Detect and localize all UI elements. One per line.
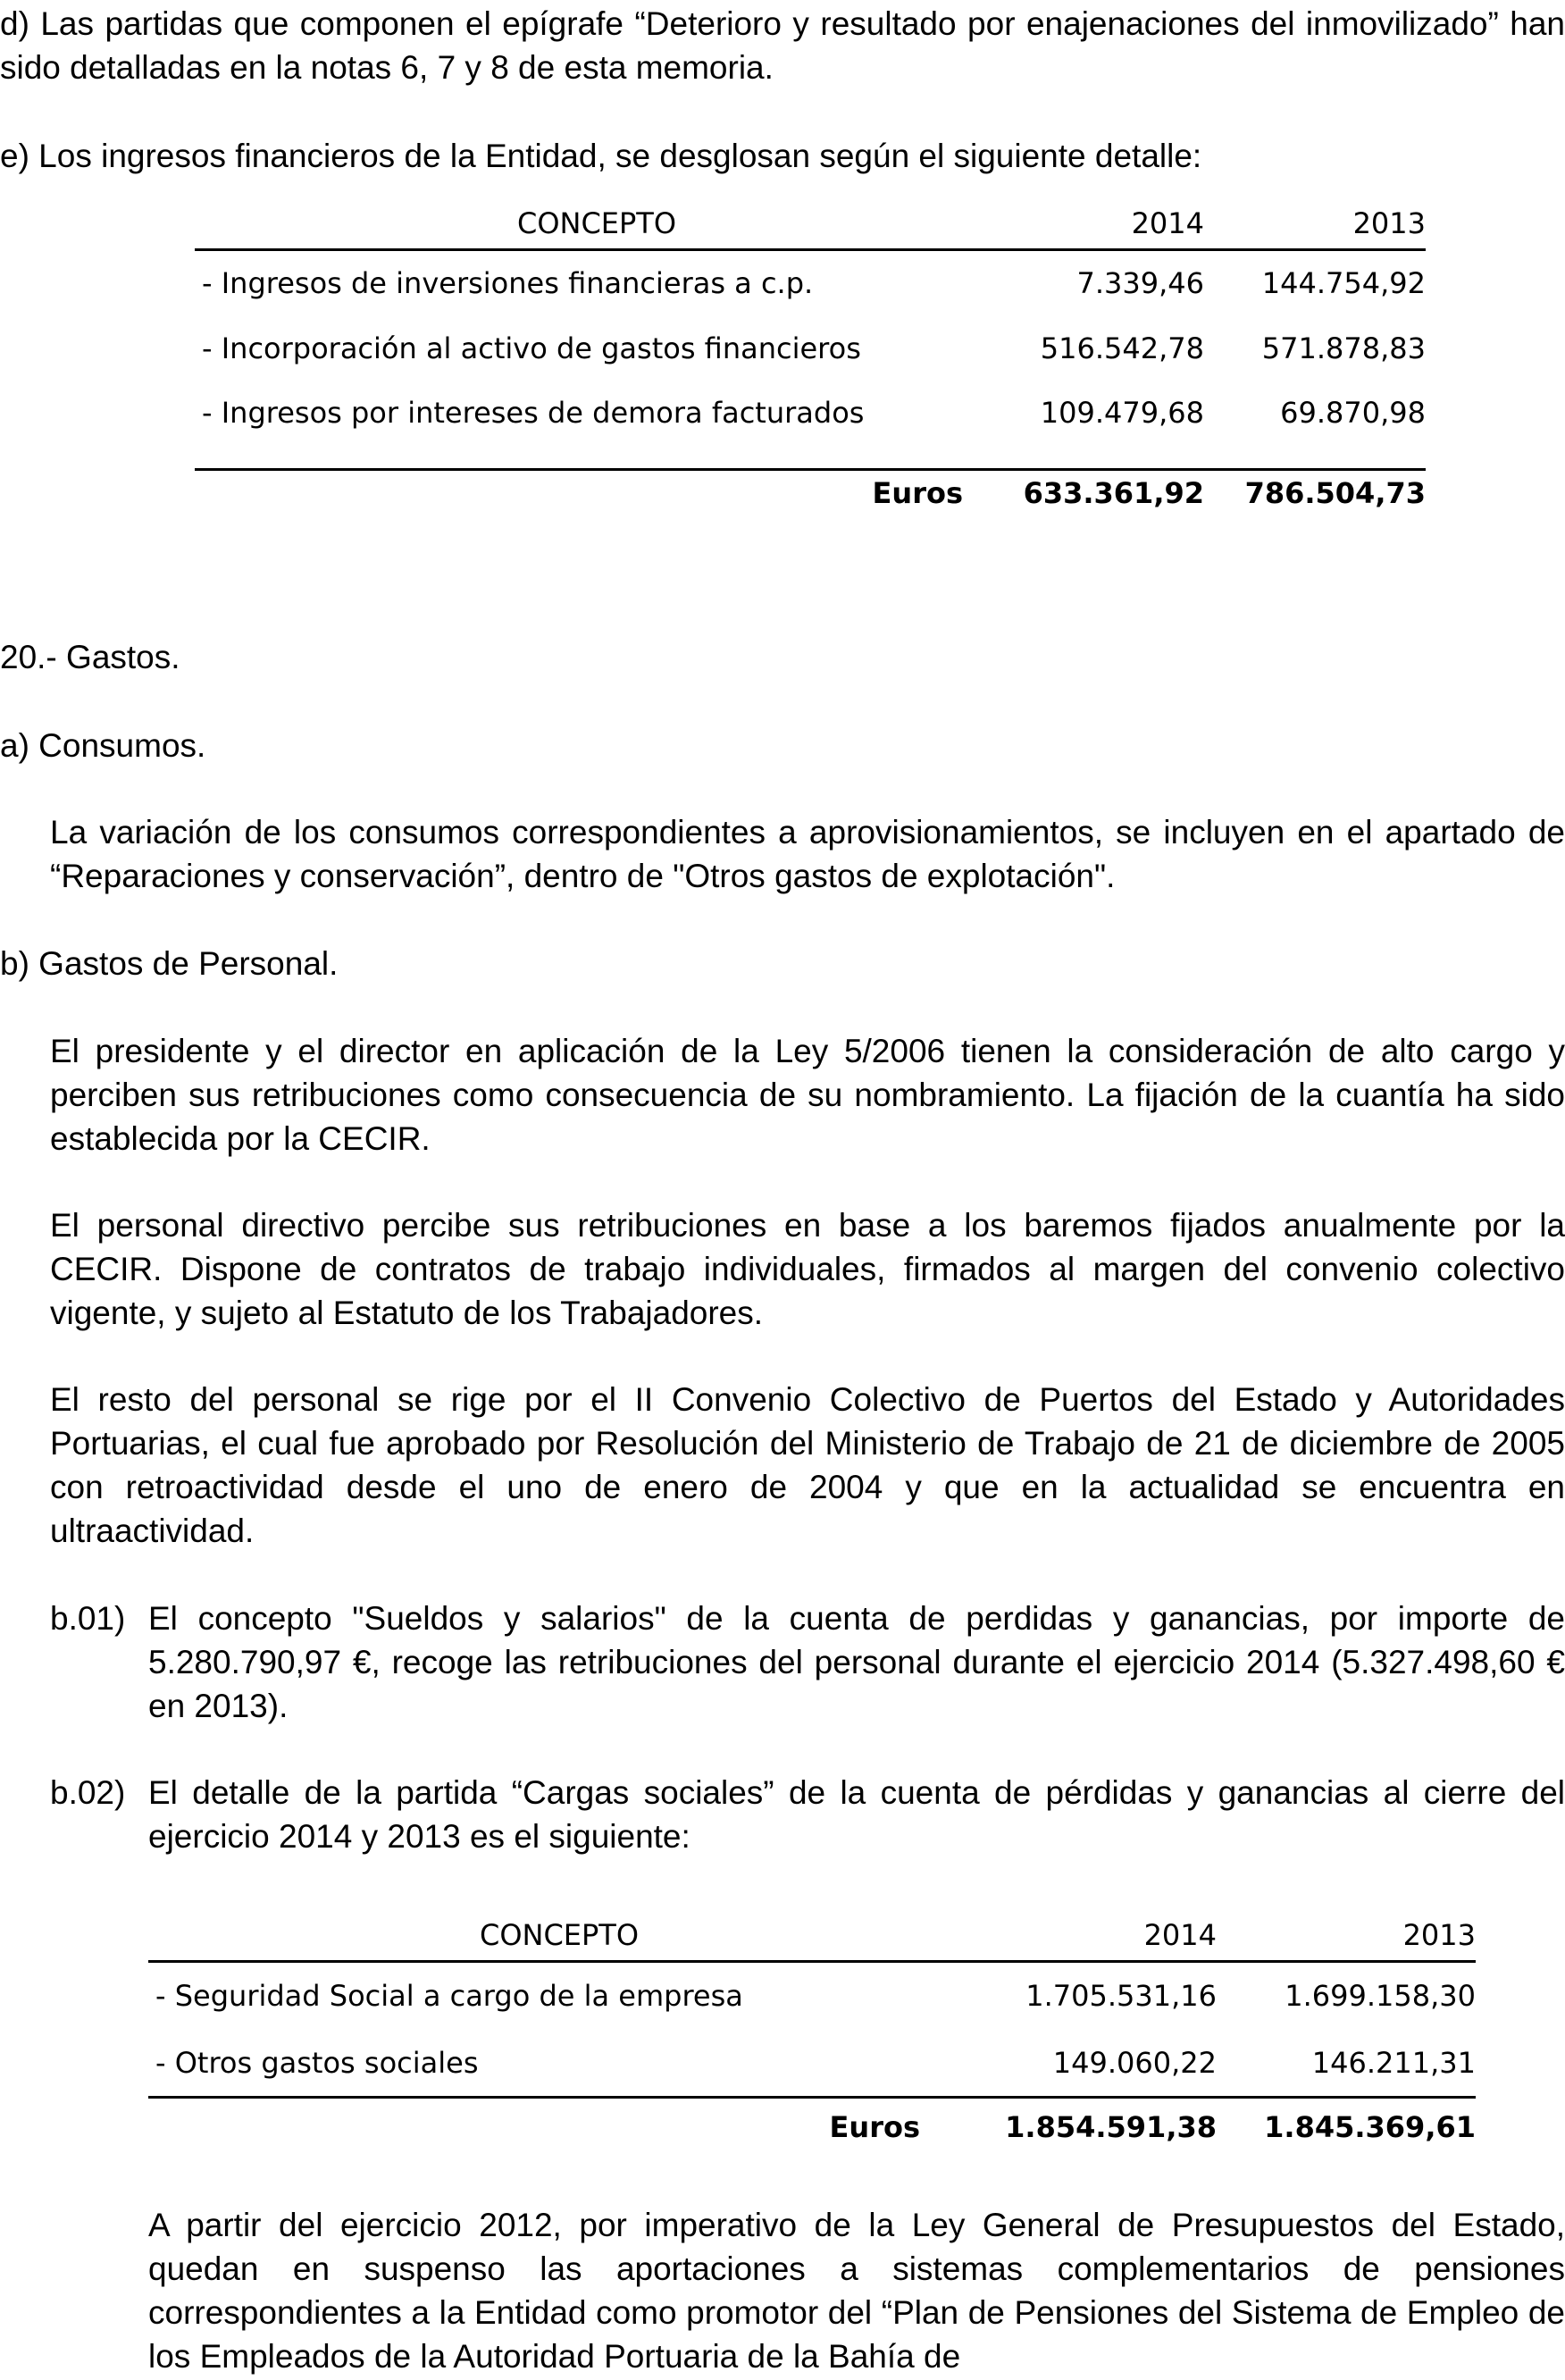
column-header-2013: 2013	[1352, 206, 1426, 240]
table-row	[195, 381, 1426, 445]
subsection-b-title: b) Gastos de Personal.	[0, 945, 339, 982]
table-header-row	[148, 1910, 1476, 1962]
total-label: Euros	[872, 476, 963, 511]
section-title: 20.- Gastos.	[0, 639, 180, 675]
row-value-2014: 109.479,68	[1040, 395, 1204, 430]
total-value-2014: 633.361,92	[1023, 476, 1204, 511]
row-value-2013: 69.870,98	[1280, 395, 1426, 430]
financial-income-table	[195, 198, 1426, 516]
table-row	[148, 1962, 1476, 2030]
row-value-2014: 516.542,78	[1040, 331, 1204, 365]
row-value-2014: 149.060,22	[1052, 2045, 1217, 2080]
table-total-row	[148, 2098, 1476, 2157]
total-value-2013: 1.845.369,61	[1264, 2110, 1476, 2145]
total-label: Euros	[829, 2110, 920, 2145]
item-b02-text: El detalle de la partida “Cargas sociales” de la cuenta de pérdidas y ganancias al cierre del ejercicio 2014 y 2013 es el siguiente:	[148, 1774, 1565, 1855]
final-paragraph: A partir del ejercicio 2012, por imperativo de la Ley General de Presupuestos del Estado, quedan en suspenso las aportaciones a sistemas complementarios de pensiones correspondientes a la Entidad como promotor del “Plan de Pensiones del Sistema de Empleo de los Empleados de la Autoridad Portuaria de la Bahía de	[148, 2207, 1565, 2375]
subsection-b-paragraph-2: El personal directivo percibe sus retribuciones en base a los baremos fijados anualmente por la CECIR. Dispone de contratos de trabajo individuales, firmados al margen del convenio colectivo vigente, y sujeto al Estatuto de los Trabajadores.	[50, 1207, 1565, 1331]
row-value-2014: 1.705.531,16	[1025, 1979, 1217, 2014]
paragraph-d-text: d) Las partidas que componen el epígrafe “Deterioro y resultado por enajenaciones del inmovilizado” han sido detalladas en la notas 6, 7 y 8 de esta memoria.	[0, 5, 1565, 86]
subsection-b-paragraph-3: El resto del personal se rige por el II Convenio Colectivo de Puertos del Estado y Autoridades Portuarias, el cual fue aprobado por Resolución del Ministerio de Trabajo de 21 de diciembre de 2005 con retroactividad desde el uno de enero de 2004 y que en la actualidad se encuentra en ultraactividad.	[50, 1381, 1565, 1549]
row-concept: - Otros gastos sociales	[155, 2045, 479, 2080]
item-b01-label: b.01)	[50, 1600, 126, 1637]
column-header-2014: 2014	[1143, 1918, 1217, 1952]
row-concept: - Seguridad Social a cargo de la empresa	[155, 1979, 743, 2014]
table-row	[195, 316, 1426, 381]
subsection-b-paragraph-1: El presidente y el director en aplicación de la Ley 5/2006 tienen la consideración de alto cargo y perciben sus retribuciones como consecuencia de su nombramiento. La fijación de la cuantía ha sido establecida por la CECIR.	[50, 1033, 1565, 1157]
item-b02	[50, 1771, 1565, 1860]
row-value-2013: 144.754,92	[1261, 266, 1426, 301]
item-b01	[50, 1596, 1565, 1731]
column-header-2014: 2014	[1131, 206, 1204, 240]
table-total-row	[195, 470, 1426, 516]
subsection-a-text: La variación de los consumos correspondientes a aprovisionamientos, se incluyen en el apartado de “Reparaciones y conservación”, dentro de "Otros gastos de explotación".	[50, 814, 1565, 894]
row-concept: - Ingresos de inversiones financieras a c.p.	[202, 266, 814, 301]
table-spacer-row	[195, 445, 1426, 470]
row-concept: - Ingresos por intereses de demora facturados	[202, 395, 865, 430]
total-value-2013: 786.504,73	[1244, 476, 1426, 511]
total-value-2014: 1.854.591,38	[1005, 2110, 1217, 2145]
row-value-2014: 7.339,46	[1076, 266, 1204, 301]
paragraph-d	[0, 2, 1565, 89]
column-header-2013: 2013	[1402, 1918, 1476, 1952]
row-value-2013: 146.211,31	[1311, 2045, 1476, 2080]
subsection-a-title: a) Consumos.	[0, 727, 206, 764]
row-concept: - Incorporación al activo de gastos financieros	[202, 331, 861, 365]
row-value-2013: 1.699.158,30	[1285, 1979, 1476, 2014]
column-header-concept: CONCEPTO	[479, 1918, 640, 1952]
row-value-2013: 571.878,83	[1261, 331, 1426, 365]
table-row	[148, 2030, 1476, 2098]
paragraph-e: e) Los ingresos financieros de la Entidad, se desglosan según el siguiente detalle:	[0, 138, 1202, 174]
column-header-concept: CONCEPTO	[516, 206, 677, 240]
item-b02-label: b.02)	[50, 1774, 126, 1811]
item-b01-text: El concepto "Sueldos y salarios" de la cuenta de perdidas y ganancias, por importe de 5.280.790,97 €, recoge las retribuciones del personal durante el ejercicio 2014 (5.327.498,60 € en 2013).	[148, 1600, 1565, 1724]
social-charges-table	[148, 1910, 1476, 2157]
table-header-row	[195, 198, 1426, 250]
table-row	[195, 250, 1426, 316]
